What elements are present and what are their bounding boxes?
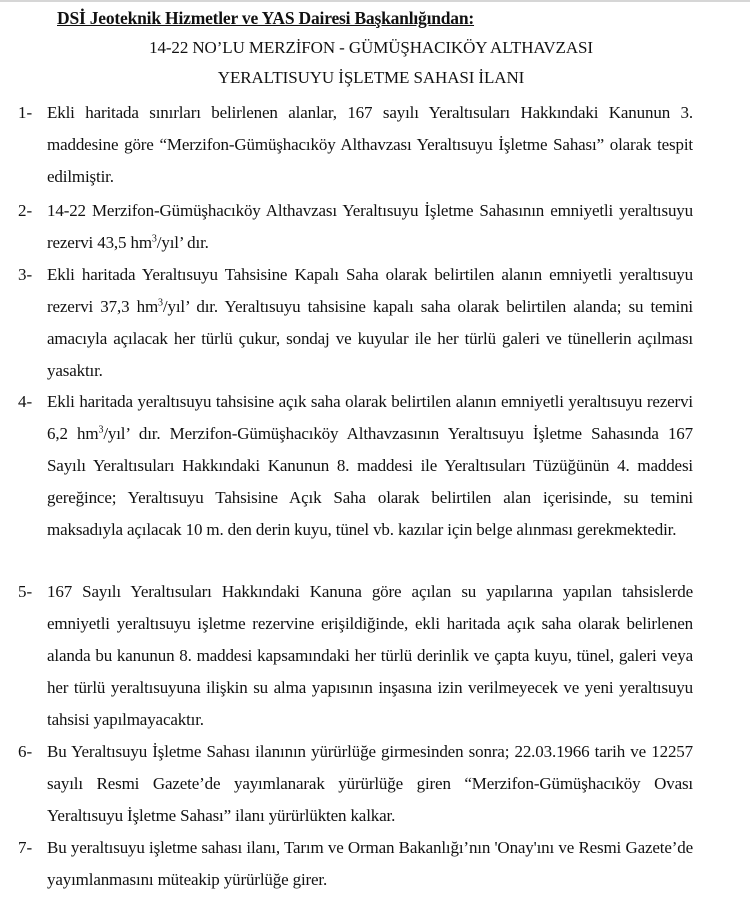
item-number: 5- — [18, 582, 33, 601]
superscript: 3 — [98, 424, 104, 436]
item-text: 167 Sayılı Yeraltısuları Hakkındaki Kanuna göre açılan su yapılarına yapılan tahsislerde emniyetli yeraltısuyu işletme rezervine erişildiğinde, ekli haritada açık saha olarak belirlenen alanda bu kanunun 8. maddesi kapsamındaki her türlü derinlik ve çapta kuyu, tünel, galeri veya her türlü yeraltısuyuna ilişkin su alma yapısının inşasına izin verilmeyecek ve yeni yeraltısuyu tahsisi yapılmayacaktır. — [47, 582, 693, 729]
announcement-title-line1: 14-22 NO’LU MERZİFON - GÜMÜŞHACIKÖY ALTHAVZASI — [149, 38, 593, 57]
item-number: 3- — [18, 265, 33, 284]
item-text: Bu yeraltısuyu işletme sahası ilanı, Tarım ve Orman Bakanlığı’nın 'Onay'ını ve Resmi Gazete’de yayımlanmasını müteakip yürürlüğe girer. — [47, 838, 693, 889]
item-text: Ekli haritada Yeraltısuyu Tahsisine Kapalı Saha olarak belirtilen alanın emniyetli yeraltısuyu rezervi 37,3 $hm^3$/yıl’ dır. Yeraltısuyu tahsisine kapalı saha olarak belirtilen alanda; su temini amacıyla açılacak her türlü çukur, sondaj ve kuyular ile her türlü galeri ve tünellerin açılması yasaktır. — [47, 265, 694, 380]
superscript: 3 — [158, 297, 163, 309]
top-border — [0, 0, 750, 2]
item-text: Bu Yeraltısuyu İşletme Sahası ilanının yürürlüğe girmesinden sonra; 22.03.1966 tarih ve 12257 sayılı Resmi Gazete’de yayımlanarak yürürlüğe giren “Merzifon-Gümüşhacıköy Ovası Yeraltısuyu İşletme Sahası” ilanı yürürlükten kalkar. — [47, 742, 693, 825]
item-number: 4- — [18, 392, 33, 411]
item-text: 14-22 Merzifon-Gümüşhacıköy Althavzası Yeraltısuyu İşletme Sahasının emniyetli yeraltısuyu rezervi 43,5 $hm^3$/yıl’ dır. — [47, 201, 693, 252]
item-number: 2- — [18, 201, 33, 220]
announcement-title-line2: YERALTISUYU İŞLETME SAHASI İLANI — [217, 68, 525, 87]
item-number: 6- — [18, 742, 33, 761]
superscript: 3 — [151, 233, 157, 245]
item-text: Ekli haritada yeraltısuyu tahsisine açık saha olarak belirtilen alanın emniyetli yeraltısuyu rezervi 6,2 $hm^3$/yıl’ dır. Merzifon-Gümüşhacıköy Althavzasının Yeraltısuyu İşletme Sahasında 167 Sayılı Yeraltısuları Hakkındaki Kanunun 8. maddesi ile Yeraltısuları Tüzüğünün 4. maddesi gereğince; Yeraltısuyu Tahsisine Açık Saha olarak belirtilen alan içerisinde, su temini maksadıyla açılacak 10 m. den derin kuyu, tünel vb. kazılar için belge alınması gerekmektedir. — [47, 392, 693, 539]
item-text: Ekli haritada sınırları belirlenen alanlar, 167 sayılı Yeraltısuları Hakkındaki Kanunun 3. maddesine göre “Merzifon-Gümüşhacıköy Althavzası Yeraltısuyu İşletme Sahası” olarak tespit edilmiştir. — [47, 103, 693, 186]
item-number: 7- — [18, 838, 33, 857]
issuing-authority-heading: DSİ Jeoteknik Hizmetler ve YAS Dairesi Başkanlığından: — [57, 8, 475, 28]
item-number: 1- — [18, 103, 33, 122]
